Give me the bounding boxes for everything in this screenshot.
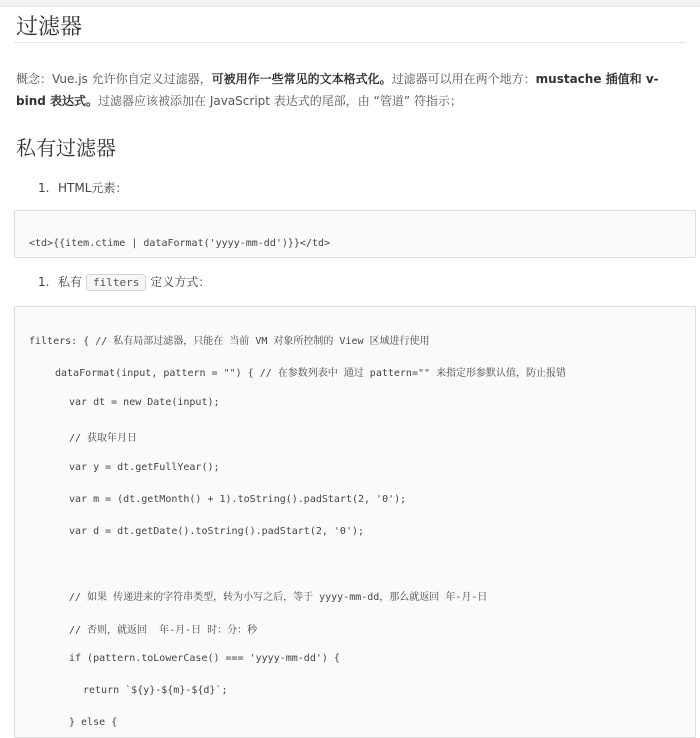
code-line: if (pattern.toLowerCase() === 'yyyy-mm-dd') { xyxy=(69,653,340,664)
intro-text-3: 过滤器应该被添加在 JavaScript 表达式的尾部，由 “管道” 符指示； xyxy=(98,94,462,108)
list-item-label-suffix: 定义方式： xyxy=(150,275,211,289)
code-line: var m = (dt.getMonth() + 1).toString().padStart(2, '0'); xyxy=(69,494,407,505)
list-number: 1. xyxy=(38,181,50,195)
title-divider xyxy=(14,42,686,43)
list-item-html xyxy=(38,179,127,196)
code-line: var y = dt.getFullYear(); xyxy=(69,462,220,473)
section-title: 私有过滤器 xyxy=(16,136,116,160)
code-line: return `${y}-${m}-${d}`; xyxy=(83,685,228,696)
intro-paragraph xyxy=(16,68,686,112)
list-item-label: HTML元素： xyxy=(58,181,128,195)
code-line: // 获取年月日 xyxy=(69,433,138,444)
list-item-filters xyxy=(38,273,210,291)
intro-text-2: 过滤器可以用在两个地方： xyxy=(391,72,536,86)
top-border xyxy=(0,0,700,7)
intro-bold-1: 可被用作一些常见的文本格式化。 xyxy=(211,72,392,86)
code-line: // 否则，就返回 年-月-日 时：分：秒 xyxy=(69,625,258,636)
intro-bold-2: mustache 插值和 v-bind 表达式。 xyxy=(16,72,659,108)
inline-code-filters: filters xyxy=(86,274,146,291)
code-line: // 如果 传递进来的字符串类型，转为小写之后，等于 yyyy-mm-dd，那么就返回 年-月-日 xyxy=(69,592,488,603)
code-line: <td>{{item.ctime | dataFormat('yyyy-mm-dd')}}</td> xyxy=(29,238,331,249)
code-line: var d = dt.getDate().toString().padStart(2, '0'); xyxy=(69,526,365,537)
code-line: filters: { // 私有局部过滤器，只能在 当前 VM 对象所控制的 View 区域进行使用 xyxy=(29,336,430,347)
list-number: 1. xyxy=(38,275,50,289)
code-line: } else { xyxy=(69,717,118,728)
code-block-html xyxy=(14,210,696,258)
code-line: var dt = new Date(input); xyxy=(69,397,220,408)
list-item-label: 私有 xyxy=(58,275,83,289)
code-line: dataFormat(input, pattern = "") { // 在参数列表中 通过 pattern="" 来指定形参默认值，防止报错 xyxy=(55,368,567,379)
page-title: 过滤器 xyxy=(16,15,83,40)
intro-text-1: 概念：Vue.js 允许你自定义过滤器， xyxy=(16,72,212,86)
code-block-filters xyxy=(14,306,696,738)
